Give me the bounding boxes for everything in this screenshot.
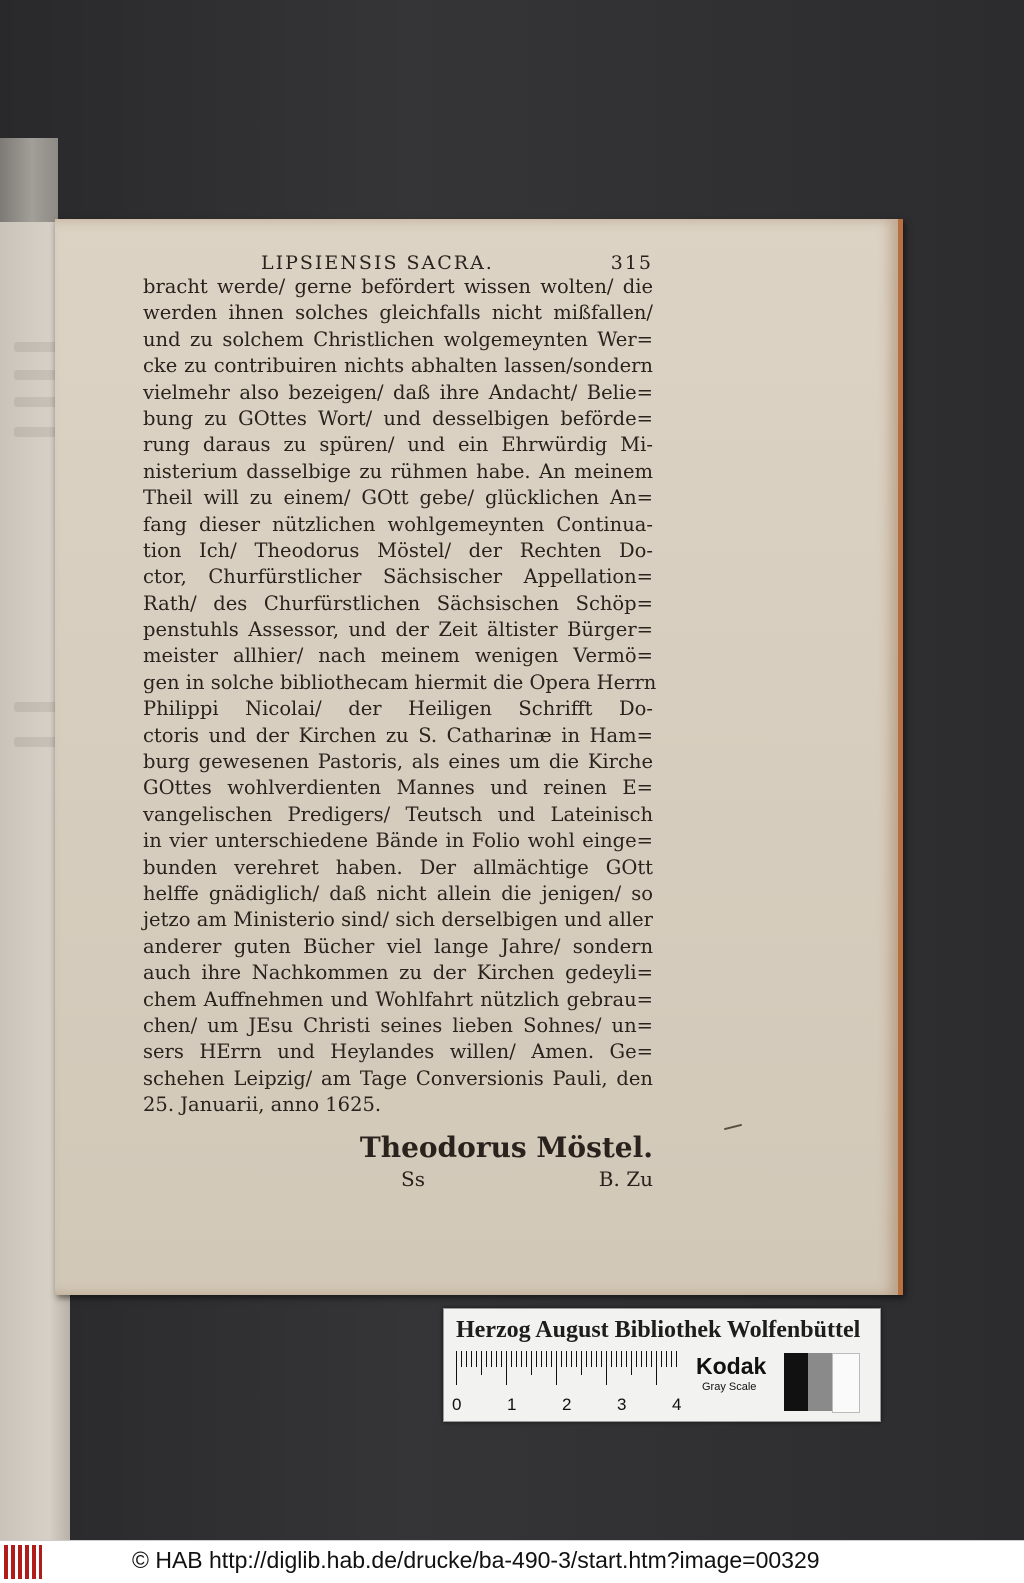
text-line: anderer guten Bücher viel lange Jahre/ sondern [143, 934, 653, 958]
ruler-tick [501, 1351, 502, 1367]
text-line: helffe gnädiglich/ daß nicht allein die jenigen/ so [143, 881, 653, 905]
ruler-tick [631, 1351, 632, 1375]
bleed-through-mark [14, 397, 60, 407]
ruler-tick [596, 1351, 597, 1367]
text-line: in vier unterschiedene Bände in Folio wohl einge= [143, 829, 653, 853]
ruler-tick [491, 1351, 492, 1367]
ruler-tick [476, 1351, 477, 1367]
signature: Theodorus Möstel. [359, 1130, 653, 1164]
text-line: tion Ich/ Theodorus Möstel/ der Rechten Do- [143, 538, 653, 562]
body-text [143, 274, 657, 1119]
text-line: werden ihnen solches gleichfalls nicht mißfallen/ [143, 301, 653, 325]
ruler-tick [541, 1351, 542, 1367]
bleed-through-mark [14, 342, 60, 352]
ruler-tick [456, 1351, 457, 1385]
ruler-tick [531, 1351, 532, 1375]
ruler-tick [506, 1351, 507, 1385]
gray-swatch [808, 1353, 832, 1411]
ruler-tick [611, 1351, 612, 1367]
ruler-tick [466, 1351, 467, 1367]
text-line: chen/ um JEsu Christi seines lieben Sohnes/ un= [143, 1013, 653, 1037]
text-line: bracht werde/ gerne befördert wissen wolten/ die [143, 275, 653, 298]
hab-logo-icon [4, 1545, 42, 1579]
credit-link[interactable]: © HAB http://diglib.hab.de/drucke/ba-490-3/start.htm?image=00329 [132, 1547, 820, 1573]
ruler-tick [496, 1351, 497, 1367]
text-line: auch ihre Nachkommen zu der Kirchen gedeyli= [143, 961, 653, 985]
ruler-tick [646, 1351, 647, 1367]
ruler-number: 4 [672, 1395, 682, 1414]
ruler-tick [566, 1351, 567, 1367]
credit-bar [0, 1540, 1024, 1583]
ruler-tick [616, 1351, 617, 1367]
ruler-number: 0 [452, 1395, 462, 1414]
text-line: und zu solchem Christlichen wolgemeynten Wer= [143, 327, 653, 351]
ruler-tick [661, 1351, 662, 1367]
text-line: Theil will zu einem/ GOtt gebe/ glücklichen An= [143, 486, 653, 510]
ruler-tick [671, 1351, 672, 1367]
ruler-tick [576, 1351, 577, 1367]
ruler-tick [656, 1351, 657, 1385]
white-swatch [832, 1353, 860, 1413]
ruler-tick [511, 1351, 512, 1367]
ruler-tick [526, 1351, 527, 1367]
bleed-through-mark [14, 702, 60, 712]
text-line: gen in solche bibliothecam hiermit die Opera Herrn [143, 670, 657, 694]
running-head-title: LIPSIENSIS SACRA. [261, 252, 494, 274]
ruler-tick [606, 1351, 607, 1385]
ruler-tick [601, 1351, 602, 1367]
text-line: schehen Leipzig/ am Tage Conversionis Pauli, den [143, 1066, 653, 1090]
text-line: vielmehr also bezeigen/ daß ihre Andacht/ Belie= [143, 380, 653, 404]
ruler-tick [666, 1351, 667, 1367]
scale-ruler [452, 1351, 684, 1414]
ruler-tick [551, 1351, 552, 1367]
card-title: Herzog August Bibliothek Wolfenbüttel [456, 1317, 861, 1343]
text-line: vangelischen Predigers/ Teutsch und Lateinisch [143, 802, 653, 826]
ruler-number: 3 [617, 1395, 627, 1414]
ruler-tick [571, 1351, 572, 1367]
text-line: penstuhls Assessor, und der Zeit ältister Bürger= [143, 618, 653, 642]
bleed-through-mark [14, 427, 60, 437]
text-line: sers HErrn und Heylandes willen/ Amen. Ge= [143, 1040, 653, 1064]
page-number: 315 [610, 252, 653, 274]
text-line: jetzo am Ministerio sind/ sich derselbigen und aller [143, 908, 653, 932]
kodak-logo: Kodak [696, 1353, 767, 1379]
text-line: bunden verehret haben. Der allmächtige GOtt [143, 855, 653, 879]
text-line: Rath/ des Churfürstlichen Sächsischen Schöp= [143, 591, 653, 615]
text-line: ctoris und der Kirchen zu S. Catharinæ in Ham= [143, 723, 653, 747]
ruler-tick [556, 1351, 557, 1385]
ruler-tick [581, 1351, 582, 1375]
bleed-through-mark [14, 737, 60, 747]
text-line: GOttes wohlverdienten Mannes und reinen E= [143, 776, 653, 800]
page-text [143, 252, 657, 1191]
ruler-tick [676, 1351, 677, 1367]
ruler-tick [651, 1351, 652, 1367]
ruler-tick [471, 1351, 472, 1367]
ruler-tick [546, 1351, 547, 1367]
page-footer [401, 1167, 653, 1191]
ruler-tick [636, 1351, 637, 1367]
ruler-tick [461, 1351, 462, 1367]
ruler-tick [621, 1351, 622, 1367]
color-calibration-card [443, 1308, 881, 1422]
ruler-tick [591, 1351, 592, 1367]
text-line: meister allhier/ nach meinem wenigen Vermö= [143, 644, 653, 668]
ruler-tick [626, 1351, 627, 1367]
text-line: bung zu GOttes Wort/ und desselbigen beförde= [143, 406, 653, 430]
black-swatch [784, 1353, 808, 1411]
ruler-tick [586, 1351, 587, 1367]
ruler-tick [516, 1351, 517, 1367]
text-line: 25. Januarii, anno 1625. [143, 1093, 382, 1117]
text-line: burg gewesenen Pastoris, als eines um die Kirche [143, 750, 653, 774]
text-line: cke zu contribuiren nichts abhalten lassen/sondern [143, 354, 653, 378]
ruler-tick [521, 1351, 522, 1367]
text-line: fang dieser nützlichen wohlgemeynten Continua- [143, 512, 653, 536]
bleed-through-mark [14, 370, 60, 380]
running-head [261, 252, 653, 274]
text-line: Philippi Nicolai/ der Heiligen Schrifft Do- [143, 697, 653, 721]
text-line: ctor, Churfürstlicher Sächsischer Appellation= [143, 565, 653, 589]
ruler-tick [641, 1351, 642, 1367]
text-line: chem Auffnehmen und Wohlfahrt nützlich gebrau= [143, 987, 653, 1011]
text-line: nisterium dasselbige zu rühmen habe. An meinem [143, 459, 653, 483]
ruler-number: 2 [562, 1395, 572, 1414]
text-line: rung daraus zu spüren/ und ein Ehrwürdig Mi- [143, 433, 653, 457]
ruler-tick [481, 1351, 482, 1375]
ruler-tick [486, 1351, 487, 1367]
signature-mark: Ss [401, 1166, 425, 1191]
ruler-tick [561, 1351, 562, 1367]
gray-scale-label: Gray Scale [702, 1381, 757, 1393]
ruler-number: 1 [507, 1395, 517, 1414]
catchword: B. Zu [598, 1166, 653, 1191]
ruler-tick [536, 1351, 537, 1367]
